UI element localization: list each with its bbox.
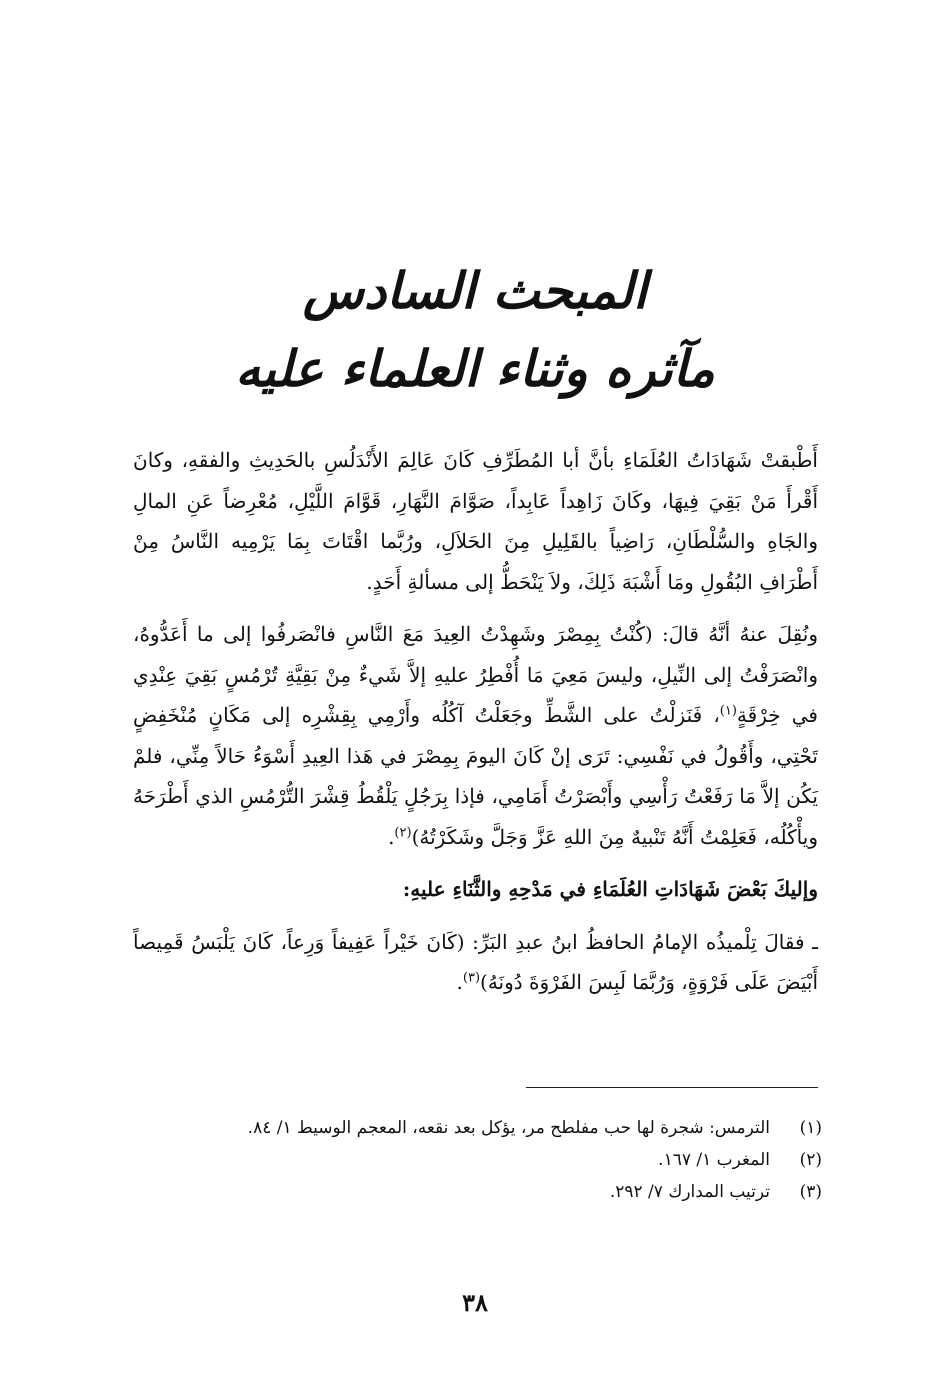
paragraph-4-part-1: ـ فقالَ تِلْميذُه الإمامُ الحافظُ ابنُ عبدِ البَرِّ: (كَانَ خَيْراً عَفِيفاً وَرِعاً، كَانَ يَلْبَسُ قَمِيصاً أَبْيَضَ عَلَى فَرْوَةٍ، وَرُبَّمَا لَبِسَ الفَرْوَةَ دُونَهُ) xyxy=(133,929,818,994)
footnote-3 xyxy=(122,1176,822,1208)
page-number: ٣٨ xyxy=(462,1288,488,1317)
footnote-2 xyxy=(122,1144,822,1176)
paragraph-1: أَطْبقتْ شَهَادَاتُ العُلَمَاءِ بأنَّ أبا المُطَرِّفِ كَانَ عَالِمَ الأَنْدَلُسِ بالحَدِيثِ والفقهِ، وكانَ أَقْرأَ مَنْ بَقِيَ فِيهَا، وكَانَ زَاهِداً عَابِداً، صَوَّامَ النَّهَارِ، قَوَّامَ اللَّيْلِ، مُعْرِضاً عَنِ المالِ والجَاهِ والسُّلْطَانِ، رَاضِياً بالقَلِيلِ مِنَ الحَلاَلِ، ورُبَّما اقْتَاتَ بِمَا يَرْمِيه النَّاسُ مِنْ أَطْرَافِ البُقُولِ ومَا أَشْبَهَ ذَلِكَ، ولاَ يَنْحَطُّ إلى مسألةِ أَحَدٍ. xyxy=(133,448,819,594)
footnote-ref-2: (٢) xyxy=(394,824,412,840)
footnotes xyxy=(122,1112,822,1208)
paragraph-2-end: . xyxy=(388,824,395,849)
footnote-ref-3: (٣) xyxy=(462,970,481,986)
footnote-separator xyxy=(526,1087,818,1088)
footnote-2-text: المغرب ١/ ١٦٧. xyxy=(658,1150,770,1170)
section-title-subheading: مآثره وثناء العلماء عليه xyxy=(235,339,715,398)
paragraph-2 xyxy=(133,614,818,857)
paragraph-4-end: . xyxy=(456,970,463,994)
footnote-1 xyxy=(122,1112,822,1144)
paragraph-4 xyxy=(133,922,818,1003)
paragraph-3: وإليكَ بَعْضَ شَهَادَاتِ العُلَمَاءِ في مَدْحِهِ والثَّنَاءِ عليهِ: xyxy=(402,877,818,901)
footnote-1-text: الترمس: شجرة لها حب مفلطح مر، يؤكل بعد نقعه، المعجم الوسيط ١/ ٨٤. xyxy=(247,1118,770,1138)
body-text xyxy=(133,440,818,1015)
footnote-ref-1: (١) xyxy=(719,703,737,719)
paragraph-2-part-1: ونُقِلَ عنهُ أنَّهُ قالَ: (كُنْتُ بِمِصْرَ وشَهِدْتُ العِيدَ مَعَ النَّاسِ فانْصَرفُوا إلى ما أَعَدُّوهُ، وانْصَرَفْتُ إلى النِّيلِ، وليسَ مَعِيَ مَا أُفْطِرُ عليهِ إلاَّ شَيءٌ مِنْ بَقِيَّةِ تُرْمُسٍ بَقِيَ عِنْدِي في خِرْقَةٍ xyxy=(133,622,818,727)
footnote-3-text: ترتيب المدارك ٧/ ٢٩٢. xyxy=(609,1182,770,1202)
section-title xyxy=(0,252,950,408)
footnote-3-number: (٣) xyxy=(799,1182,822,1202)
footnote-1-number: (١) xyxy=(799,1118,822,1138)
section-title-heading: المبحث السادس xyxy=(302,261,648,320)
footnote-2-number: (٢) xyxy=(799,1150,822,1170)
paragraph-2-part-2: ، فَنَزلْتُ على الشَّطِّ وجَعَلْتُ آكُلُه وأَرْمِي بِقِشْرِه إلى مَكَانٍ مُنْخَفِضٍ تَحْتِي، وأَقُولُ في نَفْسِي: تَرَى إنْ كَانَ اليومَ بِمِصْرَ في هَذا العِيدِ أَسْوَءُ حَالاً مِنِّي، فلمْ يَكُن إلاَّ مَا رَفَعْتُ رَأْسِي وأَبْصَرْتُ أَمَامِي، فإذا بِرَجُلٍ يَلْقُطُ قِشْرَ التُّرْمُسِ الذي أَطْرَحَهُ ويأْكُلُه، فَعَلِمْتُ أَنَّهُ تَنْبيهٌ مِنَ اللهِ عَزَّ وَجَلَّ وشَكَرْتُهُ) xyxy=(133,703,818,849)
